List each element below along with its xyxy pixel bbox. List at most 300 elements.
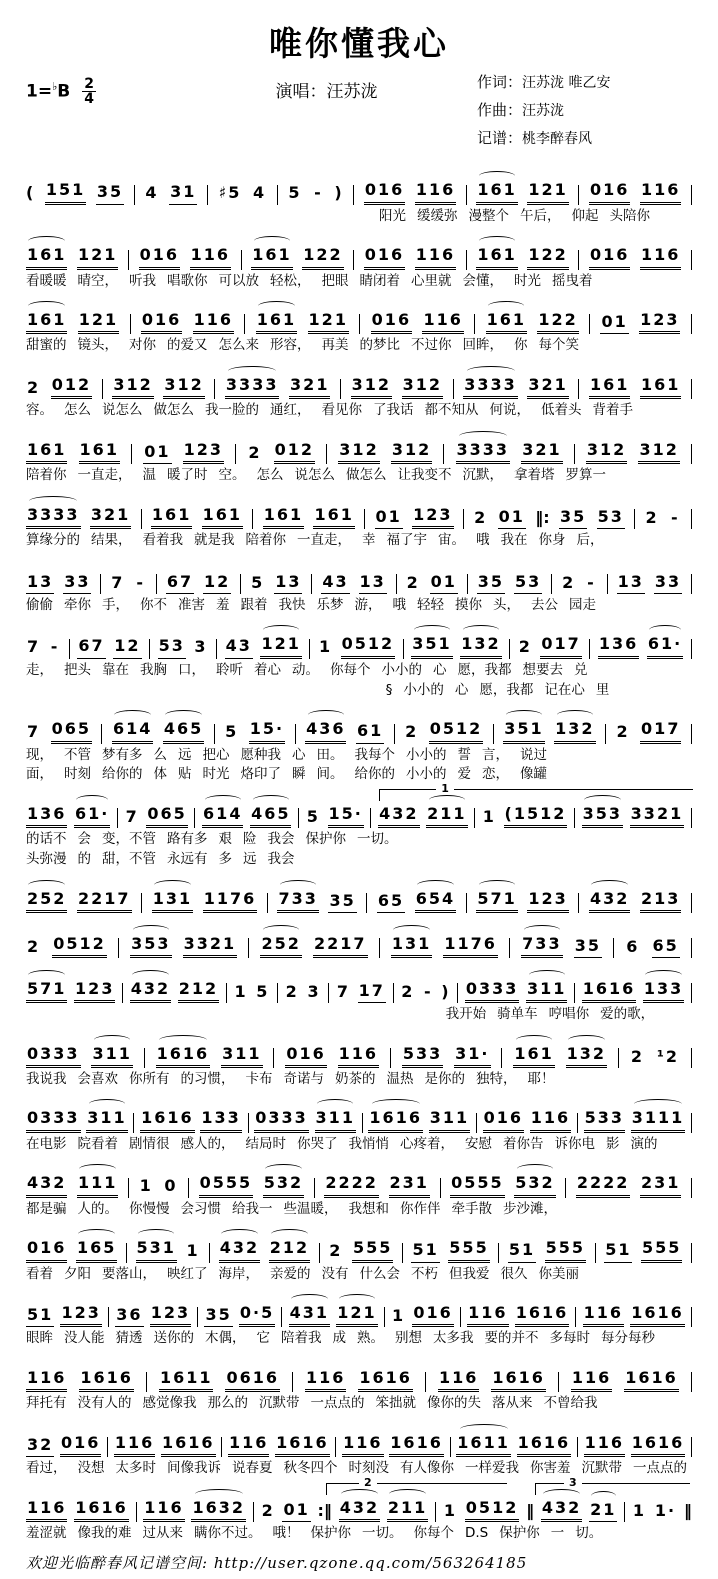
key-prefix: 1= [26,81,53,102]
barline [577,1113,578,1133]
lyric-segment: 怎么 [64,402,91,419]
note-group: 312 [638,441,679,464]
note-group: 1611 [456,1434,511,1457]
note-group: 1616 [630,1304,685,1327]
note-group: 0333 [254,1109,309,1132]
lyric-segment: 做怎么 [153,402,194,419]
note-group: ♯5 [218,183,242,203]
lyric-segment: 骑单车 [497,1006,538,1023]
note-group: 016 [60,1434,101,1457]
lyric-segment: 唱歌你 [167,272,208,289]
barline [463,509,464,529]
lyric-segment: 哼唱你 [548,1006,590,1023]
lyric-segment: 着心 [254,661,281,678]
note-group: 1616 [79,1369,134,1392]
barline [691,639,692,659]
lyric-segment: 乐梦 [316,596,344,613]
lyric-segment: 像你的失 [427,1395,481,1412]
barline [156,574,157,594]
note-group: 116 [228,1434,269,1457]
lyric-segment: 现， [26,746,53,763]
note-group: 432 [339,1499,380,1522]
note-group: 012 [274,441,315,464]
lyric-segment: 要的并不 [484,1330,539,1347]
lyric-segment: 说怎么 [102,402,143,419]
note-group: 51 [604,1241,632,1262]
note-group: 1616 [389,1434,444,1457]
lyric-segment: 看暖暖 [26,272,67,289]
note-group: 35 [328,892,356,913]
note-group: 0333 [26,1109,81,1132]
barline [393,983,394,1003]
note-group: 0512 [429,720,484,743]
barline [691,893,692,913]
time-denominator: 4 [84,91,94,107]
lyric-segment: 沉默， [462,467,503,484]
score-line [26,228,692,290]
lyric-segment: 说春夏 [232,1460,273,1477]
note-group: 13 [26,573,54,594]
note-group: 016 [589,246,630,269]
key-note: B [57,81,71,102]
barline [136,1502,137,1522]
note-group: 116 [415,246,456,269]
score-line [26,1026,692,1088]
lyric-segment: 时刻 [64,766,91,783]
lyric-segment: 幸 [362,532,376,549]
duration-dash: - [50,637,60,657]
note-group: 2 [27,377,41,397]
note-group: 1632 [191,1499,246,1522]
note-group: 61 [356,722,384,743]
note-group: 311 [86,1109,127,1132]
note-group: 31 [169,183,197,204]
lyric-segment: 了我话 [373,402,414,419]
barline [108,1307,109,1327]
barline [691,1243,692,1263]
lyric-segment: 摇曳着 [552,272,593,289]
note-group: 65 [377,892,405,913]
note-group: 1 [186,1241,200,1261]
lyric-segment: 拜托有 [26,1395,67,1412]
note-group: 123 [527,890,568,913]
note-group: 116 [143,1499,184,1522]
lyric-segment: 会喜欢 [77,1070,118,1087]
lyricist-credit [477,69,692,97]
note-group: 0512 [341,635,396,658]
note-group: 2 [405,722,419,742]
lyric-segment: 诉你电 [554,1135,595,1152]
barline [117,808,118,828]
note-group: (1512 [504,805,568,828]
barline [364,509,365,529]
note-group: 533 [584,1109,625,1132]
note-group: 0555 [450,1174,505,1197]
lyric-segment: 背着手 [592,402,633,419]
lyric-segment: 夕阳 [64,1265,91,1282]
barline [691,1437,692,1457]
note-group: 121 [77,246,118,269]
lyric-segment: 一切。 [362,1525,403,1542]
barline [605,724,606,744]
note-group: 2 [518,637,532,657]
note-group: 116 [342,1434,383,1457]
notation-row [26,228,692,270]
note-group: 1616 [517,1434,572,1457]
lyric-segment: 何说， [489,402,530,419]
note-group: 116 [114,1434,155,1457]
lyric-row [26,1395,692,1412]
lyric-segment: 太多我 [433,1330,474,1347]
lyric-row [26,1006,692,1023]
notation-row [26,617,692,659]
barline [214,379,215,399]
note-group: 123 [412,506,453,529]
lyric-segment: 羞 [216,596,230,613]
volta-bracket [379,782,693,801]
note-group: 1616 [631,1434,686,1457]
parenthesis: ) [334,183,344,203]
footer-text: 欢迎光临醉春风记谱空间: http://user.qzone.qq.com/563264185 [26,1553,528,1572]
barline [292,1372,293,1392]
barline [130,314,131,334]
note-group: 35 [559,508,587,529]
barline [379,938,380,958]
note-group: 67 [166,573,194,594]
lyric-segment: 头陪你 [609,207,650,224]
lyric-segment: 结果， [91,532,132,549]
lyric-segment: 瞬 [292,766,306,783]
lyric-segment: 成 [332,1330,346,1347]
lyric-segment: 的 [77,851,91,868]
lyric-segment: 我悄悄 [348,1135,389,1152]
barline [691,1178,692,1198]
note-group: 161 [513,1045,554,1068]
barline [267,893,268,913]
flat-sign: ♭ [52,79,58,93]
note-group: 571 [26,980,67,1003]
note-group: 131 [152,890,193,913]
lyric-segment: 给我一 [232,1200,273,1217]
note-group: 016 [364,246,405,269]
lyric-segment: 准害 [178,596,205,613]
notation-row [26,422,692,464]
barline [216,639,217,659]
lyric-row [26,1525,692,1542]
note-group: 116 [438,1369,479,1392]
note-group: 17 [358,982,386,1003]
lyric-segment: 温 [142,467,156,484]
barline [101,724,102,744]
barline [384,1307,385,1327]
barline [691,1048,692,1068]
note-group: 555 [545,1239,586,1262]
note-group: 13 [359,573,387,594]
note-group: 2217 [77,890,132,913]
note-group: 311 [429,1109,470,1132]
lyric-row [26,682,692,699]
note-group: 5 [225,722,239,742]
barline [691,509,692,529]
lyric-segment: 它 [256,1330,270,1347]
lyric-segment: 再美 [321,337,349,354]
lyric-segment: 头弥漫 [26,851,67,868]
lyric-segment: 不管 [64,746,91,763]
lyric-segment: 远 [178,746,192,763]
note-group: 5 [306,806,320,826]
note-group: 61· [74,805,110,828]
note-group: ¹2 [656,1046,680,1066]
composer-name: 汪苏泷 [522,102,565,119]
lyric-segment: 偷偷 [26,596,53,613]
note-group: 116 [193,311,234,334]
notation-row [26,487,692,529]
lyric-segment: 我快 [278,596,306,613]
barline [253,1502,254,1522]
note-group: 465 [163,720,204,743]
note-group: 1611 [159,1369,214,1392]
note-group: 321 [527,376,568,399]
score-line [26,961,692,1023]
lyric-segment: 我每个 [354,746,395,763]
lyric-segment: 会懂， [462,272,503,289]
note-group: 016 [371,311,412,334]
barline [403,639,404,659]
notation-row [26,1285,692,1327]
barline [146,1372,147,1392]
lyric-row [26,851,692,868]
barline [131,444,132,464]
barline [370,808,371,828]
note-group: 016 [483,1109,524,1132]
lyric-segment: 我会 [267,851,295,868]
lyric-segment: 我说我 [26,1070,67,1087]
note-group: 532 [263,1174,304,1197]
barline [501,1048,502,1068]
lyric-segment: 过从来 [142,1525,183,1542]
note-group: 35 [204,1306,232,1327]
lyric-segment: 熟。 [357,1330,384,1347]
lyric-segment: 心里就 [411,272,452,289]
lyric-segment: 在电影 [26,1135,67,1152]
lyric-segment: 面， [26,766,53,783]
note-group: 123 [639,311,680,334]
lyric-segment: 缓缓弥 [416,207,458,224]
barline [466,250,467,270]
note-group: 0·5 [239,1304,275,1327]
note-group: 231 [640,1174,681,1197]
lyric-segment: 每分每秒 [601,1330,655,1347]
lyric-row [26,597,692,614]
lyric-row [26,1266,692,1283]
note-group: 017 [540,635,581,658]
lyric-row [26,337,692,354]
lyric-segment: 海岸， [218,1265,259,1282]
notation-row [26,552,692,594]
barline [396,574,397,594]
barline [128,250,129,270]
note-group: 123 [150,1304,191,1327]
lyric-segment: 哦！ [272,1525,300,1542]
barline [691,379,692,399]
time-signature [82,77,96,106]
note-group: 555 [352,1239,393,1262]
lyric-segment: 体 [153,766,167,783]
lyric-row [26,662,692,679]
note-group: 016 [141,311,182,334]
barline [241,250,242,270]
duration-dash: - [670,507,680,527]
composer-credit [477,97,692,125]
lyric-segment: 晴空， [77,272,118,289]
barline [691,444,692,464]
note-group: 21 [589,1501,617,1522]
lyric-segment: 陪着你 [26,467,67,484]
note-group: 123 [183,441,224,464]
lyric-segment: 一切。 [357,831,398,848]
note-group: 311 [221,1045,262,1068]
barline [558,1372,559,1392]
lyric-row [26,402,692,419]
note-group: 121 [336,1304,377,1327]
lyric-segment: 映红了 [167,1265,208,1282]
lyric-segment: 瞒你不过。 [194,1525,262,1542]
lyric-segment: 算缘分的 [26,532,80,549]
note-group: 0 [164,1176,178,1196]
singer-label: 演唱： [275,82,327,102]
note-group: 211 [387,1499,428,1522]
note-group: 116 [640,246,681,269]
transcriber-name: 桃李醉春风 [522,130,593,147]
note-group: 15· [249,720,285,743]
note-group: 1· [654,1500,677,1520]
lyric-segment: 些温暖， [283,1200,338,1217]
barline [691,938,692,958]
note-group: 161 [313,506,354,529]
lyric-segment: 不曾给我 [543,1395,598,1412]
note-group: 121 [308,311,349,334]
transcriber-label: 记谱： [477,128,523,147]
barline [102,379,103,399]
notation-row [26,1091,692,1133]
barline [311,574,312,594]
score-line [26,422,692,484]
barline [149,639,150,659]
note-group: 51 [26,1306,54,1327]
note-group: 432 [130,980,171,1003]
note-group: 431 [289,1304,330,1327]
note-group: 016 [364,181,405,204]
lyric-segment: 猜透 [115,1330,143,1347]
duration-dash: - [136,572,145,592]
note-group: 01 [143,443,171,464]
barline [578,893,579,913]
note-group: 122 [537,311,578,334]
barline [244,314,245,334]
lyricist-name: 汪苏泷 唯乙安 [522,75,611,91]
note-group: 161 [251,246,292,269]
duration-dash: - [314,183,323,203]
note-group: 312 [338,441,379,464]
lyric-segment: 园走 [569,596,596,613]
note-group: 0616 [225,1369,280,1392]
note-group: 2 [261,1500,275,1520]
barline [207,185,208,205]
lyric-segment: 牵手散 [451,1200,492,1217]
lyric-segment: 怎么 [256,467,284,484]
note-group: 161 [640,376,681,399]
note-group: 1176 [443,935,498,958]
note-group: 353 [130,935,171,958]
note-group: 161 [151,506,192,529]
lyric-segment: 就是我 [194,532,235,549]
score-line [26,1415,692,1477]
note-group: 116 [640,181,681,204]
lyric-segment: 动。 [292,661,319,678]
lyric-segment: 的习惯， [180,1070,235,1087]
note-group: 136 [26,805,67,828]
barline [509,639,510,659]
note-group: 532 [514,1174,555,1197]
lyric-segment: 恋， [482,766,509,783]
lyric-segment: 把眼 [321,272,349,289]
singer-name: 汪苏泷 [326,82,378,102]
lyric-segment: 奇诺与 [283,1070,324,1087]
barline [194,808,195,828]
note-group: 0333 [465,980,520,1003]
lyric-segment: 跟着 [240,596,268,613]
note-group: 53 [597,508,625,529]
lyric-segment: 仰起 [571,207,599,224]
repeat-sign: ‖: [535,507,550,527]
note-group: 432 [541,1499,582,1522]
lyric-segment: 贴 [178,766,192,783]
note-group: 311 [315,1109,356,1132]
lyric-segment: 落从来 [492,1395,533,1412]
note-group: 3321 [630,805,685,828]
volta-number: 2 [359,1476,377,1489]
note-group: 7 [111,572,125,592]
note-group: 161 [26,246,67,269]
score-line [26,916,692,958]
lyric-segment: 说怎么 [294,467,335,484]
note-group: 2 [616,722,630,742]
lyric-segment: 一点点的 [310,1395,365,1412]
lyric-segment: 通红， [270,402,311,419]
lyric-segment: 没想 [77,1460,105,1477]
note-group: 31· [454,1045,490,1068]
lyric-segment: 我会 [267,831,295,848]
notation-row [26,292,692,334]
lyric-segment: 给你的 [102,766,143,783]
lyric-segment: 走， [26,661,53,678]
score-line [26,617,692,699]
note-group: 3333 [463,376,518,399]
barline [248,1113,249,1133]
barline [474,314,475,334]
score-line [26,782,692,868]
lyric-segment: D.S [465,1525,489,1542]
note-group: 01 [282,1501,310,1522]
note-group: 3333 [26,506,81,529]
note-group: 01 [430,573,458,594]
lyric-segment: 永远有 [167,851,208,868]
barline [69,639,70,659]
notation-row [26,1415,692,1457]
score [26,163,692,1542]
note-group: 2 [27,936,41,956]
score-line [26,1156,692,1218]
